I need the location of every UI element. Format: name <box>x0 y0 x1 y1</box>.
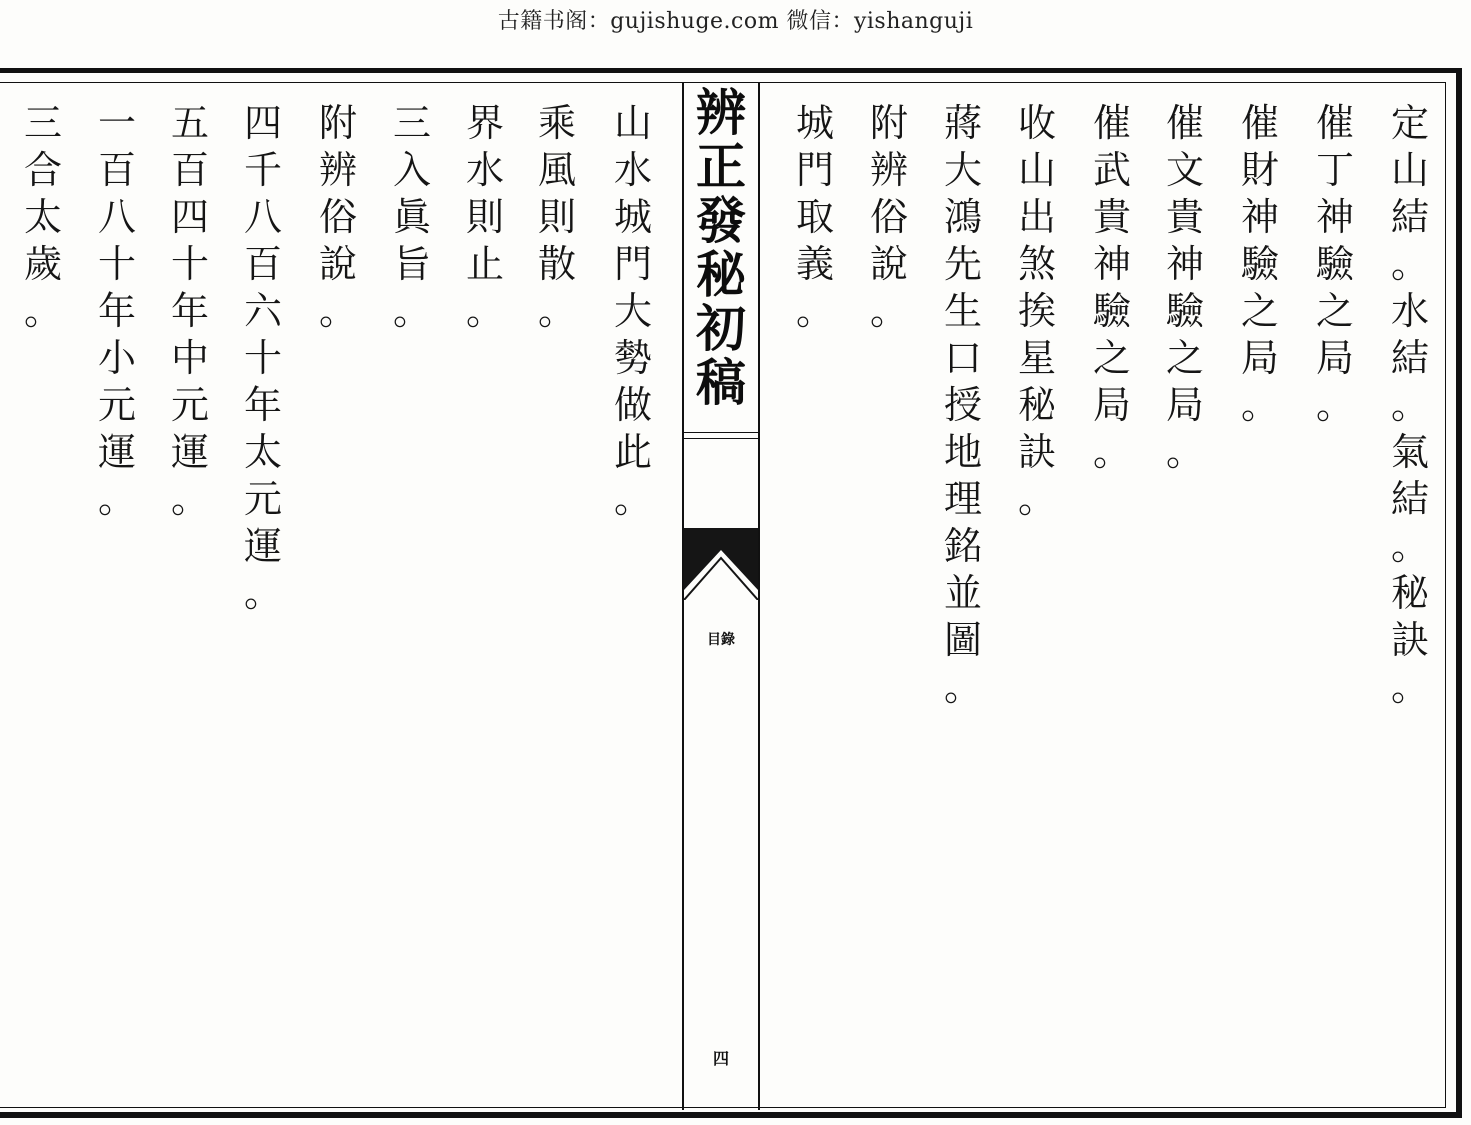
toc-entry: 收 山 出 煞 挨 星 秘 訣 。 <box>1017 101 1056 521</box>
toc-entry: 蔣 大 鴻 先 生 口 授 地 理 銘 並 圖 。 <box>943 101 982 709</box>
toc-entry: 催 文 貴 神 驗 之 局 。 <box>1165 101 1204 474</box>
toc-entry: 附 辨 俗 說 。 <box>318 101 357 333</box>
page-number: 四 <box>712 1049 729 1068</box>
toc-entry: 乘 風 則 散 。 <box>537 101 576 333</box>
toc-entry: 山 水 城 門 大 勢 做 此 。 <box>613 101 652 521</box>
watermark-text: 古籍书阁：gujishuge.com 微信：yishanguji <box>497 9 974 34</box>
toc-entry: 五 百 四 十 年 中 元 運 。 <box>170 101 209 521</box>
book-title: 辨正發秘初稿 <box>696 84 746 412</box>
spine-divider <box>684 438 758 439</box>
book-spine <box>682 82 760 1110</box>
toc-entry: 定 山 結 。 水 結 。 氣 結 。 秘 訣 。 <box>1390 101 1429 709</box>
spine-divider <box>684 432 758 433</box>
toc-entry: 三 合 太 歲 。 <box>23 101 62 333</box>
toc-entry: 四 千 八 百 六 十 年 太 元 運 。 <box>243 101 282 615</box>
toc-entry: 附 辨 俗 說 。 <box>869 101 908 333</box>
fishtail-mark-icon <box>684 528 758 600</box>
toc-entry: 城 門 取 義 。 <box>795 101 834 333</box>
toc-entry: 一 百 八 十 年 小 元 運 。 <box>97 101 136 521</box>
toc-entry: 催 財 神 驗 之 局 。 <box>1240 101 1279 427</box>
toc-entry: 界 水 則 止 。 <box>465 101 504 333</box>
toc-entry: 催 丁 神 驗 之 局 。 <box>1315 101 1354 427</box>
toc-entry: 催 武 貴 神 驗 之 局 。 <box>1092 101 1131 474</box>
toc-entry: 三 入 眞 旨 。 <box>392 101 431 333</box>
section-label: 目錄 <box>707 632 735 648</box>
